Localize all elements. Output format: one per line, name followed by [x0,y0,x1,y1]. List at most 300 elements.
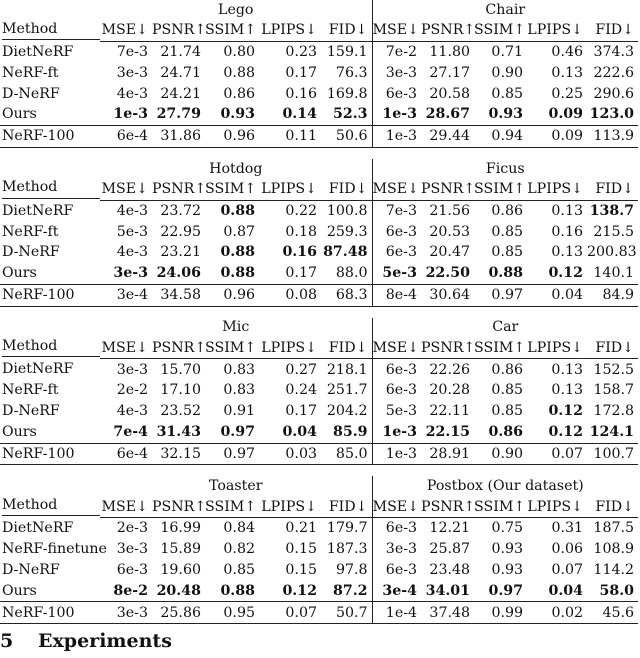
value-cell: 52.3 [321,104,372,125]
method-header [0,179,100,200]
empty-cell [0,318,100,338]
metric-header: FID↓ [321,179,372,200]
reference-row [0,602,638,624]
value-cell: 50.7 [321,602,372,624]
value-cell: 4e-3 [116,202,148,219]
metric-header: SSIM↑ [474,20,527,41]
method-cell: NeRF-ft [2,382,59,399]
value-cell: 3e-3 [116,64,148,81]
value-cell: 6e-3 [385,361,418,378]
value-cell: 3e-3 [116,541,148,558]
group-title-left: Mic [100,318,372,338]
metric-header: LPIPS↓ [259,496,321,517]
value-cell: 25.86 [152,602,205,624]
value-cell: 1e-3 [372,125,421,147]
table-row [0,242,638,263]
value-cell: 152.5 [593,361,635,378]
value-cell: 0.13 [551,202,583,219]
value-cell: 3e-3 [385,541,418,558]
metric-header: SSIM↑ [205,338,259,359]
value-cell: 2e-2 [116,382,148,399]
method-header-label: Method [2,22,100,40]
value-cell: 0.88 [220,582,255,599]
table-row [0,221,638,242]
value-cell: 22.50 [425,265,470,282]
section-heading [0,630,172,652]
value-cell: 1e-3 [382,106,418,123]
value-cell: 19.60 [160,562,201,579]
method-cell: Ours [2,265,37,282]
metric-header: MSE↓ [372,496,421,517]
method-cell: NeRF-100 [0,125,100,147]
value-cell: 108.9 [593,541,635,558]
value-cell: 0.07 [527,443,587,465]
value-cell: 5e-3 [385,403,418,420]
value-cell: 0.86 [491,202,523,219]
value-cell: 0.25 [551,85,584,102]
table-row [0,560,638,581]
method-cell: DietNeRF [2,520,74,537]
value-cell: 88.0 [321,263,372,284]
table-row [0,422,638,443]
value-cell: 0.15 [285,541,317,558]
value-cell: 97.8 [321,560,372,581]
value-cell: 5e-3 [382,265,417,282]
value-cell: 0.08 [259,284,321,306]
value-cell: 27.17 [429,64,471,81]
value-cell: 0.12 [282,582,317,599]
reference-row [0,125,638,147]
value-cell: 4e-3 [116,244,148,261]
value-cell: 0.06 [551,541,584,558]
group-title-right: Chair [485,1,526,18]
value-cell: 0.14 [282,106,317,123]
value-cell: 0.13 [551,382,584,399]
value-cell: 169.8 [321,83,372,104]
value-cell: 0.82 [223,541,255,558]
results-table-block [0,159,638,307]
value-cell: 0.97 [474,284,527,306]
value-cell: 0.23 [285,44,317,61]
value-cell: 8e-2 [113,582,148,599]
value-cell: 0.07 [551,562,584,579]
group-title-right: Ficus [485,160,525,177]
metric-header: MSE↓ [100,338,152,359]
table-row [0,359,638,380]
value-cell: 15.70 [160,361,201,378]
value-cell: 21.74 [160,44,201,61]
value-cell: 100.7 [587,443,638,465]
group-title-left: Toaster [100,476,372,496]
empty-cell [0,0,100,20]
value-cell: 6e-3 [385,223,417,240]
value-cell: 0.99 [474,602,527,624]
value-cell: 20.28 [429,382,471,399]
metric-header: FID↓ [587,20,638,41]
metric-header: SSIM↑ [474,496,527,517]
value-cell: 172.8 [593,403,635,420]
value-cell: 0.88 [223,64,255,81]
value-cell: 27.79 [156,106,201,123]
metric-header: FID↓ [321,338,372,359]
value-cell: 0.85 [491,244,523,261]
method-cell: NeRF-100 [0,284,100,306]
metric-header: PSNR↑ [421,179,474,200]
value-cell: 0.22 [285,202,317,219]
block-spacer [0,307,640,318]
value-cell: 12.21 [429,520,471,537]
table-row [0,83,638,104]
value-cell: 0.88 [488,265,523,282]
value-cell: 0.11 [259,125,321,147]
value-cell: 290.6 [593,85,635,102]
value-cell: 0.80 [223,44,255,61]
value-cell: 0.31 [551,520,584,537]
method-header [0,20,100,41]
value-cell: 0.85 [491,85,524,102]
value-cell: 0.85 [223,562,255,579]
value-cell: 11.80 [429,44,471,61]
metric-header: PSNR↑ [152,496,205,517]
value-cell: 0.12 [548,403,584,420]
value-cell: 87.2 [321,581,372,602]
value-cell: 85.0 [321,443,372,465]
value-cell: 23.72 [160,202,201,219]
value-cell: 23.21 [160,244,201,261]
value-cell: 0.18 [285,223,317,240]
value-cell: 0.86 [223,85,255,102]
metric-header: PSNR↑ [421,20,474,41]
value-cell: 22.11 [429,403,471,420]
value-cell: 0.17 [285,403,317,420]
value-cell: 0.96 [205,125,259,147]
value-cell: 3e-4 [100,284,152,306]
table-row [0,581,638,602]
metric-header: MSE↓ [100,20,152,41]
group-title-right: Postbox (Our dataset) [426,478,584,495]
value-cell: 0.13 [551,64,584,81]
group-title-right: Car [492,319,519,336]
value-cell: 4e-3 [116,85,148,102]
value-cell: 22.15 [425,424,471,441]
value-cell: 0.03 [259,443,321,465]
value-cell: 0.71 [491,44,524,61]
block-spacer [0,148,640,159]
value-cell: 3e-3 [116,361,148,378]
value-cell: 0.13 [551,244,583,261]
method-header-label: Method [2,180,100,198]
value-cell: 1e-3 [382,424,418,441]
value-cell: 7e-2 [385,44,418,61]
value-cell: 138.7 [589,202,635,219]
value-cell: 0.90 [491,64,524,81]
value-cell: 0.16 [285,85,317,102]
value-cell: 113.9 [587,125,638,147]
metric-header: LPIPS↓ [527,20,587,41]
value-cell: 0.97 [220,424,255,441]
method-cell: DietNeRF [2,43,74,60]
value-cell: 259.3 [321,221,372,242]
metric-header: SSIM↑ [205,179,259,200]
value-cell: 0.15 [285,562,317,579]
metric-header: SSIM↑ [474,179,527,200]
table-row [0,401,638,422]
metric-header: FID↓ [587,496,638,517]
value-cell: 20.47 [429,244,470,261]
value-cell: 22.95 [160,223,201,240]
metric-header: MSE↓ [372,20,421,41]
value-cell: 7e-3 [116,44,148,61]
value-cell: 0.16 [551,223,583,240]
value-cell: 0.91 [223,403,255,420]
value-cell: 218.1 [321,359,372,380]
value-cell: 6e-3 [385,382,418,399]
metric-header: LPIPS↓ [527,179,587,200]
value-cell: 4e-3 [116,403,148,420]
method-cell: NeRF-finetune [2,541,107,558]
value-cell: 34.58 [152,284,205,306]
value-cell: 8e-4 [372,284,421,306]
value-cell: 0.86 [491,361,524,378]
value-cell: 2e-3 [116,520,148,537]
metric-header: LPIPS↓ [259,338,321,359]
value-cell: 22.26 [429,361,471,378]
value-cell: 31.86 [152,125,205,147]
method-cell: D-NeRF [2,562,60,579]
value-cell: 24.21 [160,85,201,102]
method-cell: NeRF-ft [2,64,59,81]
value-cell: 68.3 [321,284,372,306]
method-cell: D-NeRF [2,244,60,261]
value-cell: 0.13 [551,361,584,378]
metric-header: FID↓ [587,338,638,359]
value-cell: 6e-3 [385,562,418,579]
value-cell: 0.09 [548,106,584,123]
value-cell: 114.2 [593,562,635,579]
method-header [0,338,100,359]
table-row [0,104,638,125]
value-cell: 204.2 [321,401,372,422]
value-cell: 16.99 [160,520,201,537]
value-cell: 6e-3 [385,85,418,102]
value-cell: 179.7 [321,518,372,539]
value-cell: 50.6 [321,125,372,147]
value-cell: 0.85 [491,382,524,399]
value-cell: 0.87 [223,223,255,240]
value-cell: 24.06 [156,265,201,282]
value-cell: 87.48 [321,242,372,263]
value-cell: 23.52 [160,403,201,420]
metric-header: SSIM↑ [205,496,259,517]
value-cell: 0.88 [220,202,255,219]
metric-header: LPIPS↓ [527,496,587,517]
value-cell: 3e-3 [100,602,152,624]
metric-header: MSE↓ [100,496,152,517]
value-cell: 0.02 [527,602,587,624]
metric-header: SSIM↑ [205,20,259,41]
value-cell: 158.7 [593,382,635,399]
metric-header: SSIM↑ [474,338,527,359]
method-cell: DietNeRF [2,202,74,219]
value-cell: 0.88 [220,244,255,261]
metric-header: LPIPS↓ [259,20,321,41]
value-cell: 0.93 [491,562,524,579]
value-cell: 7e-3 [385,202,417,219]
table-row [0,380,638,401]
empty-cell [0,476,100,496]
metric-header: FID↓ [321,20,372,41]
value-cell: 32.15 [152,443,205,465]
value-cell: 0.90 [474,443,527,465]
table-row [0,263,638,284]
value-cell: 0.95 [205,602,259,624]
value-cell: 222.6 [593,64,635,81]
value-cell: 0.85 [491,403,524,420]
value-cell: 85.9 [321,422,372,443]
value-cell: 0.12 [548,424,584,441]
metric-header: MSE↓ [100,179,152,200]
value-cell: 159.1 [321,41,372,62]
metric-header: PSNR↑ [421,496,474,517]
metric-header: MSE↓ [372,338,421,359]
metric-header: FID↓ [321,496,372,517]
method-cell: Ours [2,582,37,599]
value-cell: 0.17 [285,265,317,282]
value-cell: 0.86 [488,424,524,441]
value-cell: 76.3 [321,63,372,84]
value-cell: 25.87 [429,541,471,558]
value-cell: 0.46 [551,44,584,61]
value-cell: 58.0 [599,582,635,599]
value-cell: 21.56 [429,202,470,219]
value-cell: 28.67 [425,106,471,123]
value-cell: 100.8 [321,200,372,221]
results-table-block [0,318,638,466]
metric-header: PSNR↑ [421,338,474,359]
value-cell: 0.04 [548,582,584,599]
value-cell: 6e-3 [385,244,417,261]
method-header-label: Method [2,498,100,516]
metric-header: FID↓ [587,179,638,200]
value-cell: 215.5 [593,223,635,240]
value-cell: 0.04 [527,284,587,306]
block-spacer [0,465,640,476]
value-cell: 0.75 [491,520,524,537]
method-cell: NeRF-100 [0,443,100,465]
value-cell: 37.48 [421,602,474,624]
metric-header: PSNR↑ [152,20,205,41]
value-cell: 187.5 [593,520,635,537]
method-header [0,496,100,517]
value-cell: 29.44 [421,125,474,147]
value-cell: 0.27 [285,361,317,378]
value-cell: 0.97 [205,443,259,465]
value-cell: 15.89 [160,541,201,558]
value-cell: 24.71 [160,64,201,81]
value-cell: 0.93 [491,541,524,558]
value-cell: 0.24 [285,382,317,399]
value-cell: 0.94 [474,125,527,147]
method-cell: NeRF-100 [0,602,100,624]
reference-row [0,284,638,306]
metric-header: MSE↓ [372,179,421,200]
value-cell: 0.93 [220,106,255,123]
metric-header: PSNR↑ [152,338,205,359]
value-cell: 28.91 [421,443,474,465]
value-cell: 374.3 [593,44,635,61]
reference-row [0,443,638,465]
table-row [0,41,638,62]
value-cell: 6e-4 [100,125,152,147]
metric-header: LPIPS↓ [259,179,321,200]
results-table-block [0,0,638,148]
value-cell: 124.1 [589,424,635,441]
table-row [0,518,638,539]
value-cell: 251.7 [321,380,372,401]
method-cell: Ours [2,106,37,123]
table-row [0,63,638,84]
value-cell: 23.48 [429,562,471,579]
method-cell: NeRF-ft [2,223,59,240]
value-cell: 0.12 [548,265,583,282]
table-row [0,200,638,221]
value-cell: 30.64 [421,284,474,306]
value-cell: 0.21 [285,520,317,537]
value-cell: 6e-3 [385,520,418,537]
value-cell: 45.6 [587,602,638,624]
value-cell: 0.88 [220,265,255,282]
value-cell: 3e-3 [113,265,148,282]
method-cell: Ours [2,424,37,441]
table-row [0,539,638,560]
value-cell: 0.16 [282,244,317,261]
group-title-left: Hotdog [100,159,372,179]
value-cell: 0.83 [223,361,255,378]
metric-header: LPIPS↓ [527,338,587,359]
value-cell: 84.9 [587,284,638,306]
value-cell: 34.01 [425,582,471,599]
value-cell: 0.96 [205,284,259,306]
value-cell: 0.85 [491,223,523,240]
value-cell: 0.97 [488,582,524,599]
group-title-left: Lego [100,0,372,20]
method-cell: DietNeRF [2,361,74,378]
value-cell: 7e-4 [113,424,148,441]
value-cell: 0.93 [488,106,524,123]
value-cell: 6e-4 [100,443,152,465]
value-cell: 0.07 [259,602,321,624]
empty-cell [0,159,100,179]
value-cell: 123.0 [589,106,635,123]
value-cell: 187.3 [321,539,372,560]
method-cell: D-NeRF [2,403,60,420]
value-cell: 3e-3 [385,64,418,81]
value-cell: 1e-4 [372,602,421,624]
method-cell: D-NeRF [2,85,60,102]
method-header-label: Method [2,339,100,357]
value-cell: 0.83 [223,382,255,399]
value-cell: 0.17 [285,64,317,81]
value-cell: 20.53 [429,223,470,240]
section-number: 5 [0,630,14,652]
value-cell: 20.58 [429,85,471,102]
value-cell: 1e-3 [372,443,421,465]
value-cell: 31.43 [156,424,201,441]
value-cell: 6e-3 [116,562,148,579]
value-cell: 20.48 [156,582,201,599]
value-cell: 3e-4 [382,582,418,599]
section-title: Experiments [38,630,172,652]
